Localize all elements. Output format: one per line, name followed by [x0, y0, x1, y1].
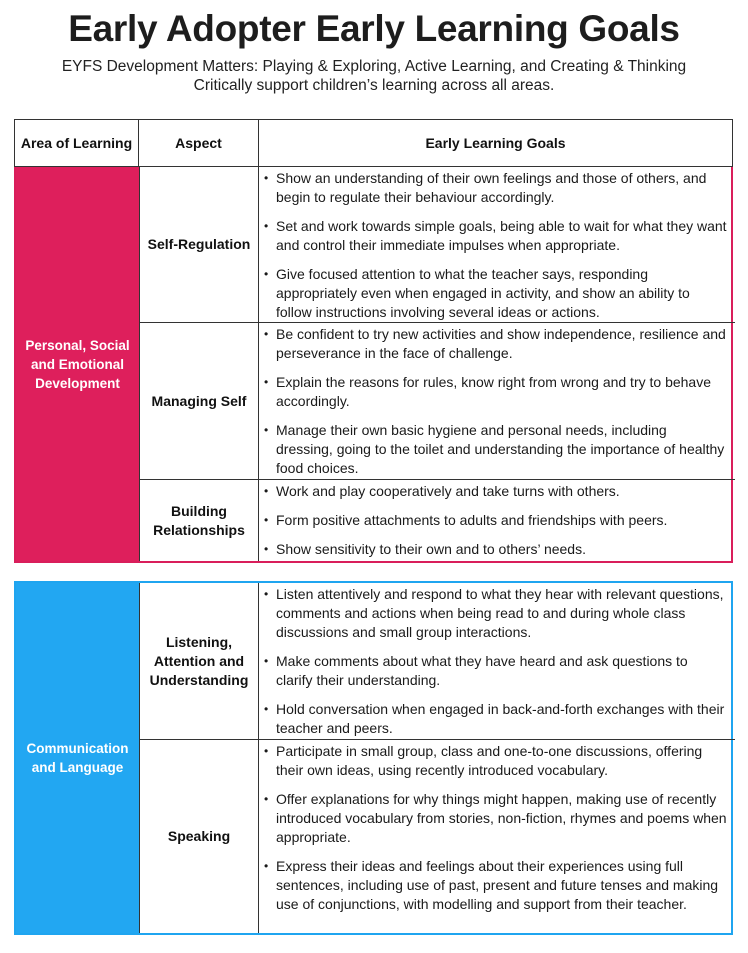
- goal-item: [264, 742, 727, 780]
- goals-list: [259, 323, 735, 480]
- goal-item: [264, 585, 727, 642]
- goal-item: [264, 700, 727, 738]
- goal-item: [264, 169, 727, 207]
- bullet-icon: •: [264, 744, 269, 758]
- page-subtitle: EYFS Development Matters: Playing & Exploring, Active Learning, and Creating & Thinking Critically support children’s learning across all areas.: [61, 58, 687, 94]
- bullet-icon: •: [264, 859, 269, 873]
- bullet-icon: •: [264, 542, 269, 556]
- bullet-icon: •: [264, 792, 269, 806]
- bullet-icon: •: [264, 219, 269, 233]
- goals-list: [259, 167, 735, 323]
- goal-text: Be confident to try new activities and show independence, resilience and perseverance in the face of challenge.: [276, 326, 726, 361]
- goal-text: Participate in small group, class and one-to-one discussions, offering their own ideas, using recently introduced vocabulary.: [276, 743, 703, 778]
- goal-text: Hold conversation when engaged in back-and-forth exchanges with their teacher and peers.: [276, 701, 725, 736]
- aspect-name: Speaking: [139, 740, 259, 933]
- goal-text: Listen attentively and respond to what they hear with relevant questions, comments and actions when being read to and during whole class discussions and small group interactions.: [276, 586, 724, 640]
- bullet-icon: •: [264, 587, 269, 601]
- goals-list: [259, 740, 735, 933]
- page-title: Early Adopter Early Learning Goals: [68, 8, 680, 49]
- goals-list: [259, 583, 735, 740]
- goal-text: Show an understanding of their own feelings and those of others, and begin to regulate their behaviour accordingly.: [276, 170, 707, 205]
- aspect-name: Building Relationships: [139, 480, 259, 561]
- bullet-icon: •: [264, 484, 269, 498]
- goal-item: [264, 421, 727, 478]
- goal-item: [264, 482, 727, 501]
- goal-text: Give focused attention to what the teacher says, responding appropriately even when engaged in activity, and show an ability to follow instructions involving several ideas or actions.: [276, 266, 690, 320]
- bullet-icon: •: [264, 375, 269, 389]
- goal-item: [264, 540, 727, 559]
- goal-text: Show sensitivity to their own and to others’ needs.: [276, 541, 586, 557]
- area-block-personal-social-emotional: [14, 167, 733, 563]
- goal-item: [264, 511, 727, 530]
- goal-item: [264, 325, 727, 363]
- aspect-name: Listening, Attention and Understanding: [139, 583, 259, 740]
- bullet-icon: •: [264, 327, 269, 341]
- bullet-icon: •: [264, 513, 269, 527]
- bullet-icon: •: [264, 267, 269, 281]
- aspect-name: Self-Regulation: [139, 167, 259, 323]
- goal-text: Make comments about what they have heard and ask questions to clarify their understanding.: [276, 653, 688, 688]
- bullet-icon: •: [264, 654, 269, 668]
- goal-text: Set and work towards simple goals, being able to wait for what they want and control their immediate impulses when appropriate.: [276, 218, 727, 253]
- goal-item: [264, 217, 727, 255]
- goals-list: [259, 480, 735, 561]
- area-block-communication-language: [14, 581, 733, 935]
- goal-item: [264, 790, 727, 847]
- area-name: Personal, Social and Emotional Development: [16, 167, 139, 561]
- goal-text: Express their ideas and feelings about their experiences using full sentences, including use of past, present and future tenses and making use of conjunctions, with modelling and support from their teacher.: [276, 858, 719, 912]
- table-header: [14, 119, 733, 167]
- goal-text: Offer explanations for why things might happen, making use of recently introduced vocabulary from stories, non-fiction, rhymes and poems when appropriate.: [276, 791, 727, 845]
- aspect-name: Managing Self: [139, 323, 259, 480]
- bullet-icon: •: [264, 171, 269, 185]
- goal-item: [264, 373, 727, 411]
- bullet-icon: •: [264, 702, 269, 716]
- header-aspect: Aspect: [138, 120, 258, 166]
- header-early-learning-goals: Early Learning Goals: [258, 120, 732, 166]
- header-area-of-learning: Area of Learning: [20, 135, 133, 151]
- goal-item: [264, 652, 727, 690]
- goal-item: [264, 265, 727, 322]
- goal-text: Manage their own basic hygiene and personal needs, including dressing, going to the toilet and understanding the importance of healthy food choices.: [276, 422, 725, 476]
- goal-item: [264, 857, 727, 914]
- goal-text: Work and play cooperatively and take turns with others.: [276, 483, 620, 499]
- goal-text: Explain the reasons for rules, know right from wrong and try to behave accordingly.: [276, 374, 711, 409]
- bullet-icon: •: [264, 423, 269, 437]
- goal-text: Form positive attachments to adults and friendships with peers.: [276, 512, 668, 528]
- area-name: Communication and Language: [16, 583, 139, 933]
